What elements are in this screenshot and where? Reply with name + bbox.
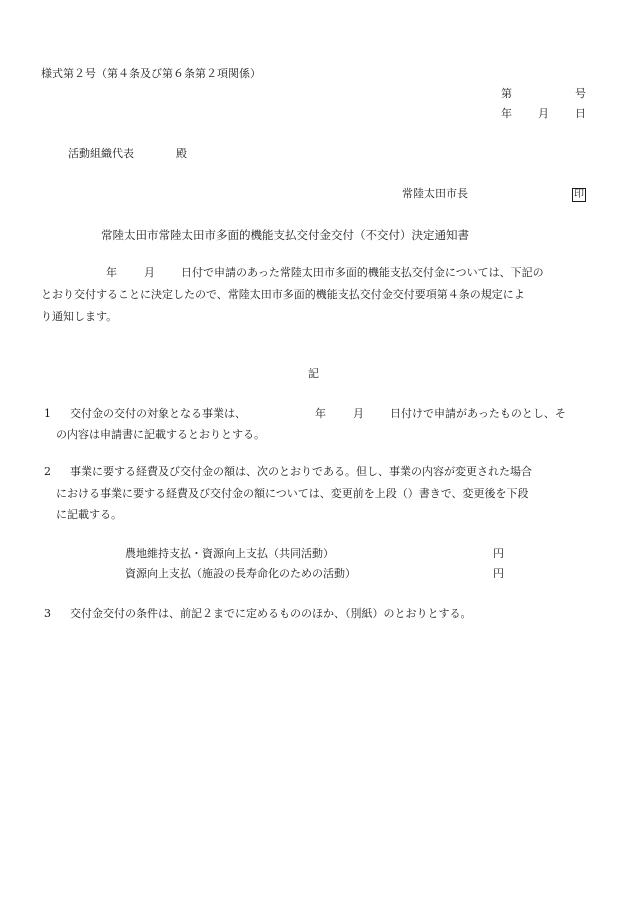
issuer-name: 常陸太田市長 — [402, 187, 468, 200]
intro-line-1 — [41, 262, 591, 284]
item2-line1: 事業に要する経費及び交付金の額は、次のとおりである。但し、事業の内容が変更された場合 — [70, 465, 532, 478]
item2-number: 2 — [44, 465, 51, 478]
amount-unit: 円 — [493, 567, 504, 580]
date-day: 日 — [575, 107, 586, 120]
intro-paragraph — [41, 262, 591, 328]
item1-number: 1 — [44, 407, 51, 420]
date-month: 月 — [538, 107, 549, 120]
item3-number: 3 — [44, 607, 51, 620]
intro-year: 年 — [106, 266, 117, 279]
number-suffix: 号 — [575, 87, 586, 100]
number-prefix: 第 — [501, 87, 512, 100]
item1-line2: の内容は申請書に記載するとおりとする。 — [56, 428, 265, 441]
date-year: 年 — [501, 107, 512, 120]
intro-line1-text: 日付で申請のあった常陸太田市多面的機能支払交付金については、下記の — [181, 266, 544, 279]
ki-heading: 記 — [308, 367, 319, 380]
document-title: 常陸太田市常陸太田市多面的機能支払交付金交付（不交付）決定通知書 — [101, 228, 469, 242]
item1-text-b: 日付けで申請があったものとし、そ — [390, 407, 566, 420]
amount-label: 農地維持支払・資源向上支払（共同活動） — [125, 547, 334, 560]
item1-text-a: 交付金の交付の対象となる事業は、 — [70, 407, 246, 420]
intro-line-2: とおり交付することに決定したので、常陸太田市多面的機能支払交付金交付要項第４条の規定によ — [41, 288, 525, 301]
amount-unit: 円 — [493, 547, 504, 560]
seal-glyph: 印 — [574, 189, 584, 200]
item3-text: 交付金交付の条件は、前記２までに定めるもののほか、（別紙）のとおりとする。 — [70, 607, 472, 620]
intro-month: 月 — [144, 266, 155, 279]
intro-line-3: り通知します。 — [41, 310, 118, 323]
seal-mark — [572, 186, 586, 202]
item2-line2: における事業に要する経費及び交付金の額については、変更前を上段（）書きで、変更後を下段 — [56, 487, 529, 500]
item2-line3: に記載する。 — [56, 508, 122, 521]
addressee-honorific: 殿 — [176, 147, 187, 160]
amount-label: 資源向上支払（施設の長寿命化のための活動） — [125, 567, 356, 580]
addressee-name: 活動組織代表 — [68, 147, 134, 160]
item1-year: 年 — [315, 407, 326, 420]
item1-month: 月 — [353, 407, 364, 420]
form-label: 様式第２号（第４条及び第６条第２項関係） — [41, 67, 261, 80]
